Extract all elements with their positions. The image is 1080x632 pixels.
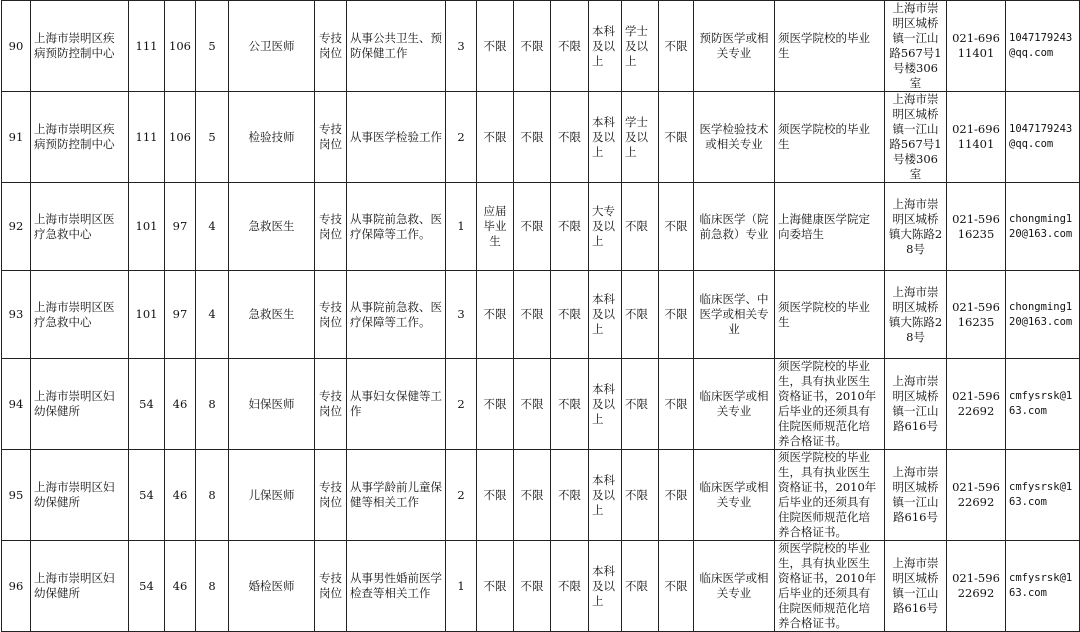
cell-code-3: 8 [196,541,229,632]
cell-number: 90 [2,1,31,92]
cell-req-2: 不限 [514,183,551,271]
cell-requirement: 须医学院校的毕业生 [775,92,885,183]
cell-post-type: 专技岗位 [315,1,347,92]
cell-position: 急救医生 [229,183,315,271]
cell-req-1: 不限 [477,450,514,541]
cell-major: 医学检验技术或相关专业 [694,92,775,183]
cell-major: 预防医学或相关专业 [694,1,775,92]
cell-req-2: 不限 [514,271,551,359]
cell-position: 急救医生 [229,271,315,359]
cell-req-3: 不限 [551,541,589,632]
cell-degree: 不限 [622,359,659,450]
table-row [2,1,1080,92]
cell-req-1: 不限 [477,271,514,359]
cell-code-2: 106 [165,92,196,183]
cell-position: 妇保医师 [229,359,315,450]
cell-email: 1047179243@qq.com [1006,92,1080,183]
cell-unit: 上海市崇明区医疗急救中心 [31,183,129,271]
cell-req-1: 不限 [477,1,514,92]
cell-address: 上海市崇明区城桥镇大陈路28号 [885,183,947,271]
cell-address: 上海市崇明区城桥镇一江山路616号 [885,541,947,632]
cell-position: 儿保医师 [229,450,315,541]
table-row [2,541,1080,632]
cell-requirement: 须医学院校的毕业生，具有执业医生资格证书，2010年后毕业的还须具有住院医师规范化培养合格证书。 [775,359,885,450]
cell-education: 本科及以上 [589,92,622,183]
cell-req-3: 不限 [551,450,589,541]
cell-degree: 不限 [622,271,659,359]
cell-duty: 从事医学检验工作 [347,92,446,183]
cell-number: 93 [2,271,31,359]
cell-requirement: 上海健康医学院定向委培生 [775,183,885,271]
cell-req-1: 不限 [477,92,514,183]
table-row [2,92,1080,183]
cell-address: 上海市崇明区城桥镇一江山路616号 [885,359,947,450]
cell-req-3: 不限 [551,183,589,271]
cell-degree: 不限 [622,450,659,541]
cell-email: cmfysrsk@163.com [1006,450,1080,541]
cell-unit: 上海市崇明区疾病预防控制中心 [31,1,129,92]
cell-code-1: 111 [129,1,165,92]
cell-post-type: 专技岗位 [315,92,347,183]
cell-req-3: 不限 [551,271,589,359]
cell-number: 91 [2,92,31,183]
cell-code-3: 8 [196,359,229,450]
cell-code-1: 111 [129,92,165,183]
cell-code-1: 54 [129,541,165,632]
cell-degree: 不限 [622,183,659,271]
cell-code-2: 46 [165,450,196,541]
cell-phone: 021-59622692 [947,450,1006,541]
cell-major: 临床医学或相关专业 [694,450,775,541]
cell-phone: 021-59622692 [947,359,1006,450]
cell-req-2: 不限 [514,359,551,450]
cell-duty: 从事院前急救、医疗保障等工作。 [347,183,446,271]
cell-email: chongming120@163.com [1006,183,1080,271]
cell-unit: 上海市崇明区妇幼保健所 [31,359,129,450]
cell-education: 本科及以上 [589,359,622,450]
cell-code-3: 8 [196,450,229,541]
cell-duty: 从事院前急救、医疗保障等工作。 [347,271,446,359]
cell-req-5: 不限 [659,1,694,92]
cell-code-1: 101 [129,183,165,271]
cell-req-5: 不限 [659,541,694,632]
cell-address: 上海市崇明区城桥镇大陈路28号 [885,271,947,359]
cell-code-3: 5 [196,1,229,92]
cell-req-1: 不限 [477,541,514,632]
cell-req-5: 不限 [659,271,694,359]
cell-req-2: 不限 [514,1,551,92]
cell-duty: 从事公共卫生、预防保健工作 [347,1,446,92]
cell-position: 检验技师 [229,92,315,183]
cell-count: 3 [446,1,477,92]
cell-code-2: 97 [165,271,196,359]
cell-position: 公卫医师 [229,1,315,92]
cell-education: 本科及以上 [589,271,622,359]
cell-post-type: 专技岗位 [315,359,347,450]
cell-req-2: 不限 [514,541,551,632]
table-row [2,450,1080,541]
cell-education: 大专及以上 [589,183,622,271]
cell-phone: 021-69611401 [947,92,1006,183]
cell-unit: 上海市崇明区疾病预防控制中心 [31,92,129,183]
cell-code-1: 54 [129,450,165,541]
cell-phone: 021-59616235 [947,183,1006,271]
cell-number: 92 [2,183,31,271]
cell-req-5: 不限 [659,183,694,271]
cell-count: 2 [446,450,477,541]
cell-email: chongming120@163.com [1006,271,1080,359]
cell-degree: 学士及以上 [622,92,659,183]
table-row [2,271,1080,359]
cell-req-3: 不限 [551,359,589,450]
cell-req-2: 不限 [514,450,551,541]
cell-email: cmfysrsk@163.com [1006,359,1080,450]
cell-post-type: 专技岗位 [315,271,347,359]
cell-phone: 021-59616235 [947,271,1006,359]
cell-req-5: 不限 [659,92,694,183]
cell-code-3: 4 [196,271,229,359]
cell-count: 1 [446,541,477,632]
cell-duty: 从事妇女保健等工作 [347,359,446,450]
cell-code-1: 101 [129,271,165,359]
cell-code-2: 46 [165,359,196,450]
cell-unit: 上海市崇明区妇幼保健所 [31,541,129,632]
table-row [2,183,1080,271]
cell-post-type: 专技岗位 [315,450,347,541]
cell-degree: 学士及以上 [622,1,659,92]
cell-req-1: 不限 [477,359,514,450]
cell-code-2: 46 [165,541,196,632]
cell-count: 2 [446,359,477,450]
cell-major: 临床医学、中医学或相关专业 [694,271,775,359]
cell-code-2: 97 [165,183,196,271]
cell-education: 本科及以上 [589,1,622,92]
table-row [2,359,1080,450]
cell-req-5: 不限 [659,359,694,450]
cell-count: 2 [446,92,477,183]
cell-address: 上海市崇明区城桥镇一江山路616号 [885,450,947,541]
cell-requirement: 须医学院校的毕业生，具有执业医生资格证书，2010年后毕业的还须具有住院医师规范化培养合格证书。 [775,541,885,632]
cell-unit: 上海市崇明区妇幼保健所 [31,450,129,541]
cell-requirement: 须医学院校的毕业生 [775,271,885,359]
cell-number: 94 [2,359,31,450]
cell-number: 95 [2,450,31,541]
cell-count: 1 [446,183,477,271]
cell-education: 本科及以上 [589,450,622,541]
cell-requirement: 须医学院校的毕业生，具有执业医生资格证书，2010年后毕业的还须具有住院医师规范化培养合格证书。 [775,450,885,541]
cell-post-type: 专技岗位 [315,541,347,632]
cell-req-5: 不限 [659,450,694,541]
cell-duty: 从事学龄前儿童保健等相关工作 [347,450,446,541]
cell-address: 上海市崇明区城桥镇一江山路567号1号楼306室 [885,92,947,183]
cell-position: 婚检医师 [229,541,315,632]
cell-major: 临床医学或相关专业 [694,359,775,450]
cell-req-2: 不限 [514,92,551,183]
cell-req-3: 不限 [551,1,589,92]
table-body [2,1,1080,632]
cell-degree: 不限 [622,541,659,632]
cell-req-1: 应届毕业生 [477,183,514,271]
cell-phone: 021-59622692 [947,541,1006,632]
cell-major: 临床医学（院前急救）专业 [694,183,775,271]
cell-major: 临床医学或相关专业 [694,541,775,632]
cell-code-2: 106 [165,1,196,92]
cell-code-3: 5 [196,92,229,183]
cell-requirement: 须医学院校的毕业生 [775,1,885,92]
cell-code-1: 54 [129,359,165,450]
cell-email: 1047179243@qq.com [1006,1,1080,92]
cell-post-type: 专技岗位 [315,183,347,271]
cell-req-3: 不限 [551,92,589,183]
recruitment-table [1,0,1080,632]
cell-code-3: 4 [196,183,229,271]
cell-email: cmfysrsk@163.com [1006,541,1080,632]
cell-education: 本科及以上 [589,541,622,632]
cell-duty: 从事男性婚前医学检查等相关工作 [347,541,446,632]
cell-address: 上海市崇明区城桥镇一江山路567号1号楼306室 [885,1,947,92]
cell-phone: 021-69611401 [947,1,1006,92]
cell-number: 96 [2,541,31,632]
cell-unit: 上海市崇明区医疗急救中心 [31,271,129,359]
cell-count: 3 [446,271,477,359]
